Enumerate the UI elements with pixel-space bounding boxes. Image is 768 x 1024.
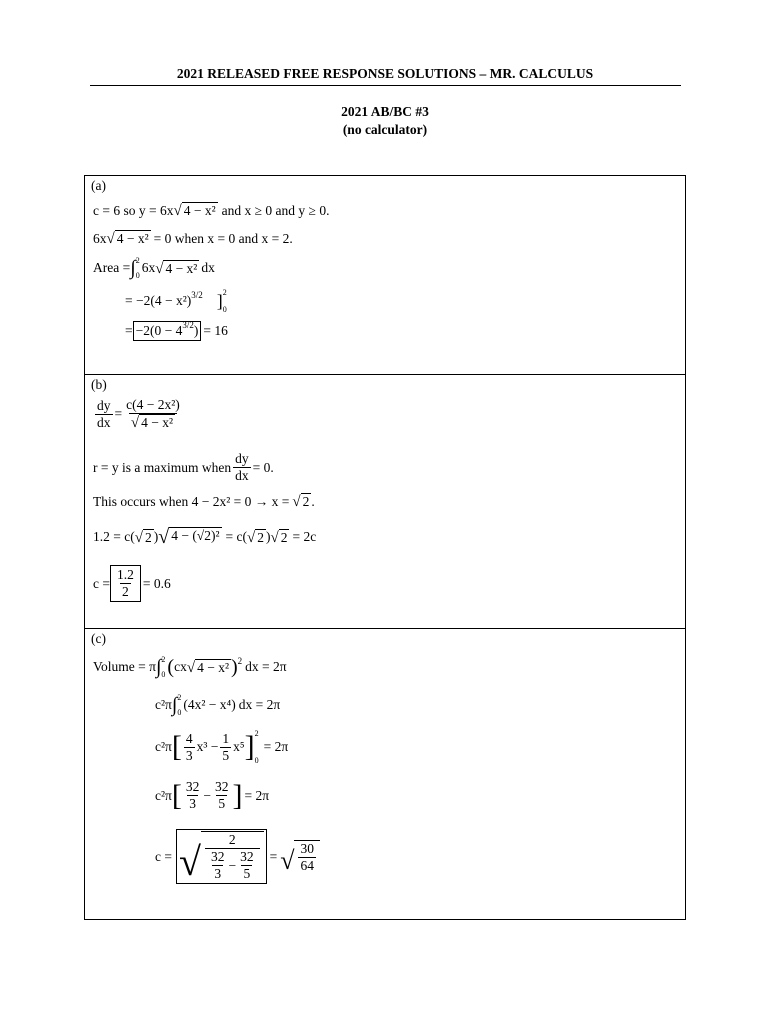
text: = (114, 406, 123, 421)
denominator: 3 (185, 747, 193, 763)
sqrt: √ 2 $\frac{32}{3}$ − $\frac{32}{5}$ (179, 831, 264, 882)
part-c-line-4: c²π [ $\frac{32}{3}$ − $\frac{32}{5}$ ] = 2π (155, 778, 270, 812)
sqrt: √ 2 (270, 529, 288, 546)
lower-limit: 0 (161, 670, 166, 679)
text: 1.2 = c( (93, 529, 135, 544)
boxed-answer (110, 565, 141, 602)
radicand: 2 (280, 529, 288, 545)
text: (4x² − x⁴) (183, 697, 236, 712)
numerator: 4 (185, 730, 193, 746)
part-c-box (84, 628, 686, 920)
lower-limit: 0 (254, 756, 259, 765)
text: = (269, 848, 278, 864)
text: This occurs when 4 − 2x² = 0 → x = (93, 493, 290, 509)
text: = 16 (203, 323, 228, 338)
part-b-label: (b) (91, 377, 107, 392)
denominator: 3 (189, 796, 196, 811)
text: dx = 2π (238, 697, 281, 712)
part-a-line-5 (125, 321, 228, 341)
denominator: 2 (122, 584, 129, 599)
numerator: 1.2 (116, 567, 134, 582)
text: c = (93, 575, 110, 591)
exponent: 2 (237, 656, 243, 666)
numerator: 32 (240, 849, 254, 864)
sqrt: √ $\frac{30}{64}$ (280, 840, 320, 874)
text: = 0.6 (142, 575, 171, 591)
text: c²π (155, 787, 172, 803)
numerator: 30 (300, 840, 314, 856)
text: = 0 when x = 0 and x = 2. (153, 230, 293, 246)
calculator-note: (no calculator) (342, 122, 428, 137)
derivative-fraction (233, 451, 251, 484)
part-c-line-1: Volume = π ∫ 2 0 ( cx √ 4 − x² ) 2 dx = 2π (93, 655, 287, 679)
text: cx (174, 659, 187, 674)
part-c-line-3: c²π [ $\frac{4}{3}$ x³ − $\frac{1}{5}$ x⁵ ] 2 0 = 2π (155, 729, 289, 765)
part-a-label: (a) (91, 178, 106, 193)
boxed-answer (176, 829, 267, 884)
text: − (203, 787, 211, 803)
text: x⁵ (233, 739, 245, 754)
integral-sign: ∫ (130, 257, 136, 279)
text: . (311, 493, 315, 509)
text: ) (265, 529, 271, 544)
numerator: dy (235, 451, 249, 466)
part-c-line-2 (155, 693, 280, 717)
evaluation-limits (255, 729, 259, 765)
denominator: dx (235, 468, 249, 483)
sqrt: √ 2 (134, 529, 152, 546)
integral-limits (161, 655, 165, 679)
boxed-answer (133, 321, 202, 341)
text: c²π (155, 697, 172, 712)
evaluation-limits (223, 288, 227, 314)
numerator: 1 (222, 730, 230, 746)
part-a-line-2 (93, 230, 293, 247)
sqrt: √ 4 − x² (155, 260, 198, 277)
fraction (298, 841, 316, 874)
sqrt: √ 4 − x² (130, 415, 174, 431)
radicand: 4 − x² (116, 231, 149, 246)
denominator: 3 (214, 866, 222, 881)
part-b-line-4 (93, 527, 316, 547)
numerator: c(4 − 2x²) (126, 397, 180, 412)
sqrt: √ 2 (247, 529, 264, 546)
text: 6x (141, 260, 156, 275)
problem-number: 2021 AB/BC #3 (341, 104, 429, 119)
text: c²π (155, 739, 172, 754)
radicand: 4 − x² (183, 203, 216, 218)
exponent: 3/2 (182, 320, 194, 330)
fraction (184, 779, 202, 812)
text: Area = (93, 260, 131, 275)
numerator: 32 (210, 849, 225, 864)
denominator: 64 (300, 857, 314, 873)
text: = (125, 323, 133, 338)
fraction (205, 832, 260, 882)
fraction (124, 397, 182, 431)
text: 6x (93, 230, 107, 246)
denominator: 5 (243, 866, 251, 881)
fraction (213, 779, 231, 812)
lower-limit: 0 (222, 305, 227, 314)
part-a-line-1 (93, 202, 329, 219)
part-a-box (84, 175, 686, 375)
header-rule (90, 85, 681, 86)
sqrt: √ 2 (292, 494, 310, 510)
fraction (184, 731, 195, 764)
denominator: 5 (218, 796, 226, 811)
text: c = 6 so y = 6x (93, 202, 174, 218)
text: = −2(4 − x²) (125, 293, 192, 308)
document-title: 2021 RELEASED FREE RESPONSE SOLUTIONS – MR. CALCULUS (176, 66, 594, 81)
text: dx (201, 260, 215, 275)
sqrt: √ 4 − x² (186, 659, 229, 676)
numerator: 32 (185, 779, 200, 794)
radicand: 4 − (√2)² (169, 527, 221, 547)
text: ) (153, 529, 159, 544)
text: c = (155, 848, 172, 864)
part-a-line-3 (93, 256, 215, 280)
text: = 2c (292, 529, 317, 544)
part-b-line-1 (93, 397, 184, 431)
text: = 2π (263, 739, 289, 754)
text: x³ − (196, 739, 219, 754)
radicand: 4 − x² (165, 260, 198, 276)
numerator: 2 (228, 832, 236, 847)
part-a-line-4 (125, 288, 229, 314)
text: = c( (225, 529, 247, 544)
integral-limits (177, 693, 181, 717)
sqrt: √ 4 − x² (106, 231, 149, 247)
upper-limit: 2 (135, 256, 140, 265)
part-b-line-5 (93, 565, 171, 602)
sqrt: √ 4 − (√2)² (158, 526, 220, 548)
integral-limits (136, 256, 140, 280)
text: r = y is a maximum when (93, 459, 232, 475)
radicand: 2 (302, 494, 310, 509)
text: = 0. (252, 459, 274, 475)
text: dx = 2π (245, 659, 287, 674)
text: ) (193, 323, 199, 338)
radicand: 2 (144, 529, 152, 545)
fraction (220, 731, 231, 764)
fraction (115, 567, 136, 600)
radicand: 4 − x² (197, 659, 229, 675)
upper-limit: 2 (177, 693, 182, 702)
part-b-box (84, 374, 686, 629)
radicand: 4 − x² (141, 415, 174, 430)
derivative-fraction (95, 398, 113, 431)
upper-limit: 2 (222, 288, 227, 297)
fraction (238, 849, 256, 882)
fraction (209, 849, 227, 882)
text: Volume = π (93, 659, 156, 674)
numerator: 32 (214, 779, 229, 794)
evaluation-bar: ] (216, 290, 223, 311)
radicand: 2 (257, 529, 264, 545)
text: and x ≥ 0 and y ≥ 0. (221, 202, 330, 218)
lower-limit: 0 (135, 271, 140, 280)
denominator: 5 (222, 747, 230, 763)
text: = 2π (244, 787, 270, 803)
part-c-line-5 (155, 829, 320, 884)
integral-sign: ∫ (171, 694, 178, 716)
upper-limit: 2 (161, 655, 166, 664)
denominator: dx (97, 414, 111, 430)
integral-sign: ∫ (155, 656, 162, 678)
part-b-line-2 (93, 451, 274, 484)
upper-limit: 2 (254, 729, 259, 738)
part-c-label: (c) (91, 631, 106, 646)
part-b-line-3 (93, 493, 315, 510)
lower-limit: 0 (177, 708, 182, 717)
numerator: dy (97, 397, 111, 413)
exponent: 3/2 (191, 290, 203, 300)
text: −2(0 − 4 (135, 323, 183, 338)
text: − (228, 857, 237, 873)
sqrt: √ 4 − x² (173, 203, 216, 219)
